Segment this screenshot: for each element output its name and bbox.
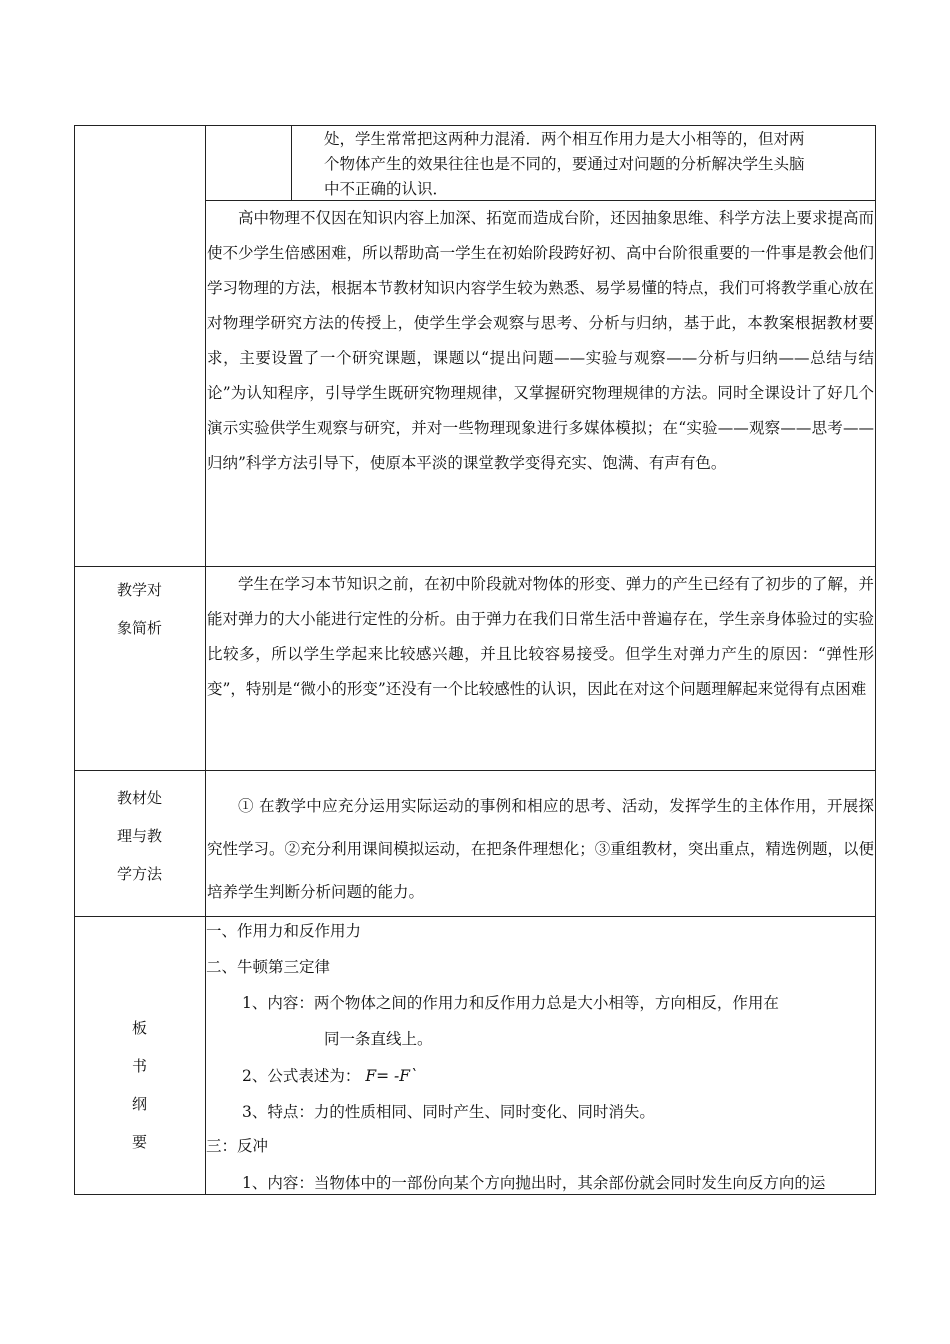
board-label-char-3: 纲 [131,1095,147,1113]
student-analysis-label-line-2: 象简析 [116,619,162,637]
board-item-3: 3、特点：力的性质相同、同时产生、同时变化、同时消失。 [242,1103,655,1121]
student-analysis-label [74,571,205,647]
student-analysis-label-line-1: 教学对 [116,581,162,599]
method-label-line-2: 理与教 [116,827,162,845]
top-note-line-1: 处，学生常常把这两种力混淆．两个相互作用力是大小相等的，但对两 [324,130,805,148]
sub-column-divider [291,125,292,200]
board-item-2-prefix: 2、公式表述为： [242,1067,361,1085]
design-rationale-cell [206,201,875,481]
lesson-plan-table [74,125,876,1195]
top-note-line-2: 个物体产生的效果往往也是不同的，要通过对问题的分析解决学生头脑 [324,155,805,173]
table-border-bottom [74,1194,876,1195]
board-heading-2: 二、牛顿第三定律 [206,958,331,976]
design-rationale-text: 高中物理不仅因在知识内容上加深、拓宽而造成台阶，还因抽象思维、科学方法上要求提高而使不少学生倍感困难，所以帮助高一学生在初始阶段跨好初、高中台阶很重要的一件事是教会他们学习物理的方法，根据本节教材知识内容学生较为熟悉、易学易懂的特点，我们可将教学重心放在对物理学研究方法的传授上，使学生学会观察与思考、分析与归纳，基于此，本教案根据教材要求，主要设置了一个研究课题，课题以“提出问题——实验与观察——分析与归纳——总结与结论”为认知程序，引导学生既研究物理规律，又掌握研究物理规律的方法。同时全课设计了好几个演示实验供学生观察与研究，并对一些物理现象进行多媒体模拟；在“实验——观察——思考——归纳”科学方法引导下，使原本平淡的课堂教学变得充实、饱满、有声有色。 [207,209,874,472]
board-label-char-1: 板 [131,1019,147,1037]
table-border-top [74,125,876,126]
board-item-1: 1、内容：两个物体之间的作用力和反作用力总是大小相等，方向相反，作用在 [242,994,779,1012]
method-label-line-3: 学方法 [116,865,162,883]
table-border-right [875,125,876,1195]
top-note-cell [324,127,874,202]
board-heading-3: 三：反冲 [206,1137,269,1155]
top-note-line-3: 中不正确的认识． [324,180,449,198]
method-label [74,779,205,893]
row-divider-3 [74,770,876,771]
board-heading-1: 一、作用力和反作用力 [206,922,362,940]
method-label-line-1: 教材处 [116,789,162,807]
method-cell [206,785,875,914]
board-item-4: 1、内容：当物体中的一部份向某个方向抛出时，其余部份就会同时发生向反方向的运 [242,1174,826,1192]
student-analysis-cell [206,567,875,707]
board-label-char-2: 书 [131,1057,147,1075]
method-text: ① 在教学中应充分运用实际运动的事例和相应的思考、活动，发挥学生的主体作用，开展探究性学习。②充分利用课间模拟运动，在把条件理想化；③重组教材，突出重点，精选例题，以便培养学生判断分析问题的能力。 [207,797,874,901]
board-item-1-continued: 同一条直线上。 [324,1030,433,1048]
board-item-2 [242,1064,418,1086]
board-label-char-4: 要 [131,1133,147,1151]
board-label [74,1009,205,1161]
student-analysis-text: 学生在学习本节知识之前，在初中阶段就对物体的形变、弹力的产生已经有了初步的了解，并能对弹力的大小能进行定性的分析。由于弹力在我们日常生活中普遍存在，学生亲身体验过的实验比较多，所以学生学起来比较感兴趣，并且比较容易接受。但学生对弹力产生的原因：“弹性形变”，特别是“微小的形变”还没有一个比较感性的认识，因此在对这个问题理解起来觉得有点困难 [207,575,874,698]
newton-third-law-formula: F= -F` [365,1067,418,1085]
board-cell [206,917,875,1194]
